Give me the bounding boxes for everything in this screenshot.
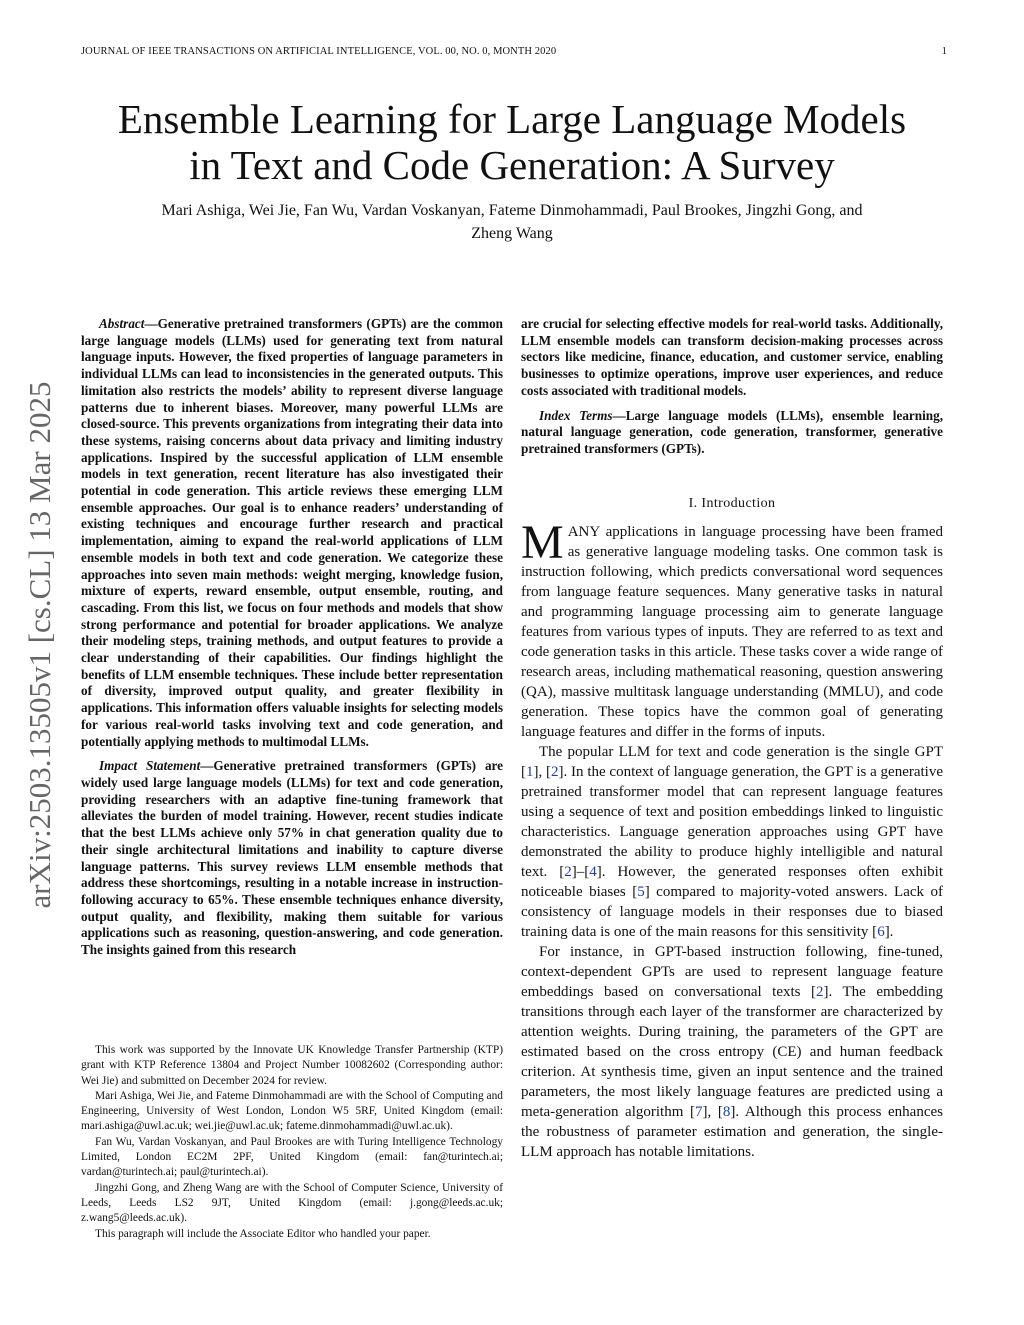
footnote-funding: This work was supported by the Innovate UK Knowledge Transfer Partnership (KTP) grant with KTP Reference 13804 and Project Number 10082602 (Corresponding author: Wei Jie) and submitted on December 2024 for review. (81, 1044, 503, 1087)
title-line-2: in Text and Code Generation: A Survey (189, 142, 835, 188)
abstract-label: Abstract (99, 316, 145, 331)
impact-statement-text: —Generative pretrained transformers (GPTs) are widely used large language models (LLMs) for text and code generation, providing researchers with an adaptive fine-tuning framework that alleviates the burden of model training. However, recent studies indicate that the best LLMs achieve only 57% in chat generation quality due to their single architectural limitations and inability to capture diverse language patterns. This survey reviews LLM ensemble methods that address these shortcomings, resulting in a notable increase in instruction-following accuracy to 65%. These ensemble techniques enhance diversity, output quality, and flexibility, making them suitable for various applications such as reasoning, question-answering, and code generation. The insights gained from this research (81, 758, 504, 958)
text-run: ], [ (702, 1103, 723, 1120)
text-run: ]. (884, 923, 894, 940)
title-line-1: Ensemble Learning for Large Language Models (117, 96, 907, 142)
abstract (81, 316, 503, 750)
text-run: ]. In the context of language generation, the GPT is a generative pretrained transformer model that can represent language features using a sequence of text and position embeddings linked to linguistic characteristics. Language generation approaches using GPT have demonstrated the ability to produce highly intelligible and natural text. [ (521, 763, 944, 880)
text-run: ], [ (533, 763, 552, 780)
index-terms-text: —Large language models (LLMs), ensemble learning, natural language generation, code generation, transformer, generative pretrained transformers (GPTs). (521, 407, 943, 456)
citation-link[interactable]: 2 (816, 983, 824, 1000)
abstract-text: —Generative pretrained transformers (GPTs) are the common large language models (LLMs) used for generating text from natural language inputs. However, the fixed properties of language parameters in individual LLMs can lead to inconsistencies in the generated outputs. This limitation also restricts the models’ ability to represent diverse language patterns due to inherent biases. Moreover, many powerful LLMs are closed-source. This prevents organizations from integrating their data into these systems, raising concerns about data privacy and limiting industry applications. Inspired by the successful application of LLM ensemble models in text generation, recent literature has also investigated their potential in code generation. This article reviews these emerging LLM ensemble approaches. Our goal is to enhance readers’ understanding of existing techniques and encourage further research and practical implementation, aiming to expand the real-world applications of LLM ensemble models in both text and code generation. We categorize these approaches into seven main methods: weight merging, knowledge fusion, mixture of experts, reward ensemble, output ensemble, routing, and cascading. From this list, we focus on four methods and models that show strong performance and potential for broader applications. We analyze their modeling steps, training methods, and output features to provide a clear understanding of their capabilities. Our findings highlight the benefits of LLM ensemble techniques. These include better representation of diversity, improved output quality, and greater flexibility in applications. This information offers valuable insights for selecting models for various real-world tasks involving text and code generation, and potentially applying methods to multimodal LLMs. (81, 316, 503, 749)
footnote-editor: This paragraph will include the Associate Editor who handled your paper. (95, 1227, 431, 1240)
text-run: ]. Although this process enhances the robustness of parameter estimation and generation, the single-LLM approach has notable limitations. (521, 1103, 943, 1160)
impact-statement-continued: are crucial for selecting effective models for real-world tasks. Additionally, LLM ensemble models can transform decision-making processes across sectors like medicine, finance, education, and customer service, enabling businesses to optimize operations, improve user experiences, and reduce costs associated with traditional models. (521, 316, 943, 398)
section-heading-introduction: I. Introduction (688, 495, 776, 511)
text-run: ]–[ (571, 863, 590, 880)
left-column (81, 316, 503, 959)
arxiv-stamp: arXiv:2503.13505v1 [cs.CL] 13 Mar 2025 (22, 381, 57, 909)
citation-link[interactable]: 6 (877, 923, 885, 940)
text-run: For instance, in GPT-based instruction following, fine-tuned, context-dependent GPTs are used to represent language feature embeddings based on conversational texts [ (521, 943, 943, 1000)
running-header (81, 46, 947, 62)
authors-line-1: Mari Ashiga, Wei Jie, Fan Wu, Vardan Voskanyan, Fateme Dinmohammadi, Paul Brookes, Jingzhi Gong, and (161, 202, 863, 219)
text-run: ] compared to majority-voted answers. Lack of consistency of language models in their responses due to biased training data is one of the main reasons for this sensitivity [ (521, 883, 943, 940)
index-terms-label: Index Terms (539, 407, 613, 423)
intro-paragraph-1-text: ANY applications in language processing have been framed as generative language modeling tasks. One common task is instruction following, which predicts conversational word sequences from language feature sequences. Many generative tasks in natural and programming language processing aim to generate language features from various types of inputs. They are referred to as text and code generation tasks in this article. These tasks cover a wide range of research areas, including mathematical reasoning, question answering (QA), massive multitask language understanding (MMLU), and code generation. These topics have the common goal of generating language features and differ in the forms of inputs. (521, 523, 943, 740)
text-run: ]. The embedding transitions through each layer of the transformer are characterized by attention weights. During training, the parameters of the GPT are estimated based on the cross entropy (CE) and human feedback criterion. At synthesis time, given an input sentence and the trained parameters, the most likely language features are predicted using a meta-generation algorithm [ (521, 983, 943, 1120)
text-run: ]. However, the generated responses often exhibit noticeable biases [ (521, 863, 943, 900)
intro-paragraph-1 (521, 515, 943, 742)
footnote-affiliation-turintech: Fan Wu, Vardan Voskanyan, and Paul Brookes are with Turing Intelligence Technology Limited, London EC2M 2PF, United Kingdom (email: fan@turintech.ai; vardan@turintech.ai; paul@turintech.ai). (81, 1135, 503, 1179)
citation-link[interactable]: 2 (564, 863, 572, 880)
citation-link[interactable]: 5 (637, 883, 645, 900)
journal-name: JOURNAL OF IEEE TRANSACTIONS ON ARTIFICIAL INTELLIGENCE, VOL. 00, NO. 0, MONTH 2020 (81, 46, 557, 57)
citation-link[interactable]: 1 (526, 763, 534, 780)
intro-paragraph-2 (521, 742, 943, 942)
intro-paragraph-3 (521, 942, 943, 1162)
citation-link[interactable]: 2 (551, 763, 559, 780)
authors-line-2: Zheng Wang (471, 225, 553, 242)
citation-link[interactable]: 8 (722, 1103, 731, 1120)
page-number: 1 (941, 46, 947, 57)
footnote-affiliation-leeds: Jingzhi Gong, and Zheng Wang are with the School of Computer Science, University of Leeds, Leeds LS2 9JT, United Kingdom (email: j.gong@leeds.ac.uk; z.wang5@leeds.ac.uk). (81, 1181, 503, 1225)
drop-cap: M (521, 515, 564, 569)
right-column (521, 316, 943, 1162)
index-terms (521, 408, 943, 458)
author-list (82, 199, 942, 245)
footnote-affiliation-uwl: Mari Ashiga, Wei Jie, and Fateme Dinmohammadi are with the School of Computing and Engineering, University of West London, London W5 5RF, United Kingdom (email: mari.ashiga@uwl.ac.uk; wei.jie@uwl.ac.uk; fateme.dinmohammadi@uwl.ac.uk). (81, 1089, 503, 1133)
impact-statement-label: Impact Statement (99, 758, 201, 774)
text-run: The popular LLM for text and code generation is the single GPT [ (521, 743, 943, 780)
paper-title (60, 96, 964, 188)
footnotes (81, 1043, 503, 1242)
citation-link[interactable]: 4 (589, 863, 597, 880)
impact-statement (81, 758, 503, 958)
citation-link[interactable]: 7 (694, 1103, 703, 1120)
